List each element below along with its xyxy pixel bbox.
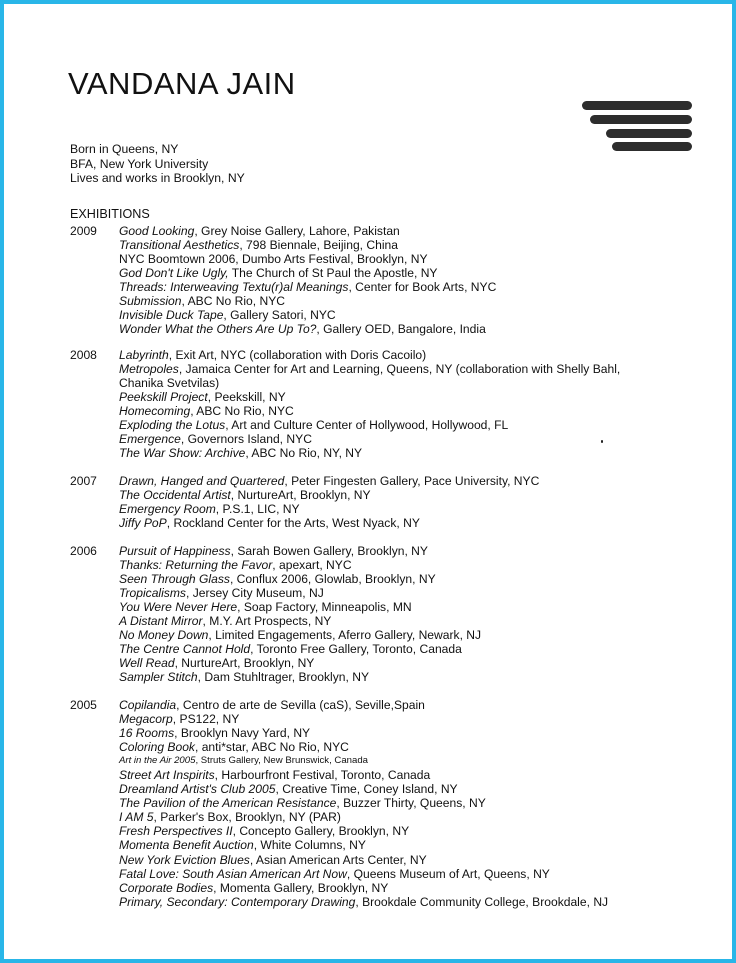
exhibition-title: Tropicalisms [119,586,186,601]
exhibition-venue: , White Columns, NY [253,838,366,853]
exhibition-title: Good Looking [119,224,195,238]
stacked-bars-logo-icon [579,100,694,154]
exhibition-venue: , Momenta Gallery, Brooklyn, NY [213,880,389,895]
exhibition-venue: , Art and Culture Center of Hollywood, Hollywood, FL [225,418,509,433]
artist-name: VANDANA JAIN [68,66,296,101]
exhibition-title: Copilandia [119,698,177,712]
exhibition-venue: , Grey Noise Gallery, Lahore, Pakistan [194,224,400,238]
exhibition-venue: , Centro de arte de Sevilla (caS), Seville,Spain [176,698,425,712]
exhibition-entry [119,224,679,238]
exhibition-venue: , Conflux 2006, Glowlab, Brooklyn, NY [229,572,436,587]
exhibition-venue: , Peter Fingesten Gallery, Pace University, NYC [284,474,540,488]
exhibition-entry [119,362,629,390]
exhibition-venue: , Creative Time, Coney Island, NY [275,782,458,797]
exhibition-entry [119,614,679,628]
exhibition-title: Labyrinth [119,348,169,362]
exhibition-entry [119,726,679,740]
exhibition-title: Peekskill Project [119,390,208,405]
year-label: 2008 [70,348,97,362]
exhibition-entry [119,853,679,867]
exhibition-venue: , PS122, NY [172,712,240,727]
exhibition-venue: , M.Y. Art Prospects, NY [202,614,332,629]
exhibition-title: Seen Through Glass [119,572,230,587]
exhibition-title: Art in the Air 2005 [119,755,196,767]
exhibition-entry [119,768,679,782]
exhibition-entry [119,628,679,642]
exhibition-entry [119,642,679,656]
exhibition-title: The War Show: Archive [119,446,246,461]
exhibition-entry [119,390,679,404]
exhibition-entry [119,838,679,852]
exhibition-title: Emergency Room [119,502,216,517]
exhibition-venue: NYC Boomtown 2006, Dumbo Arts Festival, Brooklyn, NY [119,252,428,267]
exhibition-entry [119,824,679,838]
exhibition-entries [119,698,679,909]
exhibition-entry [119,488,679,502]
exhibition-entry [119,712,679,726]
exhibition-entries [119,224,679,336]
bio-line: Lives and works in Brooklyn, NY [70,171,245,185]
exhibition-venue: , Sarah Bowen Gallery, Brooklyn, NY [230,544,428,558]
exhibition-venue: , ABC No Rio, NYC [190,404,294,419]
exhibition-entry [119,656,679,670]
exhibition-title: Corporate Bodies [119,880,214,895]
exhibition-venue: , P.S.1, LIC, NY [215,502,300,517]
bio-block [70,142,245,186]
exhibition-entry [119,404,679,418]
exhibition-title: Dreamland Artist's Club 2005 [119,782,276,797]
exhibition-title: Wonder What the Others Are Up To? [119,322,317,337]
exhibition-entry [119,881,679,895]
exhibition-title: God Don't Like Ugly, [119,266,229,281]
exhibition-venue: , Brooklyn Navy Yard, NY [174,726,311,741]
exhibition-entry [119,266,679,280]
exhibition-title: Threads: Interweaving Textu(r)al Meanings [119,280,349,295]
exhibition-entry [119,670,679,684]
bio-line: BFA, New York University [70,156,209,171]
exhibition-entry [119,740,679,754]
year-label: 2009 [70,224,97,238]
exhibition-venue: , Struts Gallery, New Brunswick, Canada [195,755,369,767]
exhibition-venue: , Limited Engagements, Aferro Gallery, Newark, NJ [208,628,482,643]
exhibition-entry [119,432,679,446]
exhibition-entry [119,516,679,530]
exhibition-venue: , Jersey City Museum, NJ [185,586,324,601]
exhibition-entry [119,572,679,586]
exhibition-entry [119,754,679,768]
exhibition-title: Exploding the Lotus [119,418,226,433]
exhibition-venue: , Parker's Box, Brooklyn, NY (PAR) [153,810,341,825]
exhibition-venue: , Peekskill, NY [207,390,286,405]
exhibition-entries [119,544,679,684]
exhibition-entry [119,782,679,796]
exhibition-entry [119,698,679,712]
exhibition-venue: , NurtureArt, Brooklyn, NY [230,488,371,503]
bio-line: Born in Queens, NY [70,142,179,156]
exhibition-title: Sampler Stitch [119,670,198,685]
exhibition-entry [119,294,679,308]
exhibition-title: Primary, Secondary: Contemporary Drawing [119,894,356,909]
exhibition-venue: , 798 Biennale, Beijing, China [239,238,398,253]
exhibition-entry [119,238,679,252]
exhibition-title: Megacorp [119,712,173,727]
exhibition-title: Metropoles [119,362,179,377]
exhibition-entry [119,322,679,336]
exhibition-venue: , Gallery OED, Bangalore, India [316,322,486,337]
exhibition-title: Transitional Aesthetics [119,238,240,253]
year-label: 2006 [70,544,97,558]
year-label: 2007 [70,474,97,488]
exhibition-title: The Occidental Artist [119,488,231,503]
exhibition-title: Emergence [119,432,181,447]
exhibition-entry [119,348,679,362]
exhibition-venue: , Toronto Free Gallery, Toronto, Canada [250,642,462,657]
exhibition-venue: , anti*star, ABC No Rio, NYC [194,740,349,755]
exhibition-title: A Distant Mirror [119,614,203,629]
exhibition-title: 16 Rooms [119,726,175,741]
exhibition-entry [119,558,679,572]
exhibition-entry [119,474,679,488]
exhibition-venue: , Buzzer Thirty, Queens, NY [336,796,486,811]
exhibition-title: The Pavilion of the American Resistance [119,796,337,811]
exhibition-title: No Money Down [119,628,209,643]
exhibition-title: Pursuit of Happiness [119,544,231,558]
exhibition-venue: , Harbourfront Festival, Toronto, Canada [214,768,431,783]
exhibition-title: Invisible Duck Tape [119,308,224,323]
exhibition-entry [119,502,679,516]
exhibition-venue: , Asian American Arts Center, NY [249,852,427,867]
exhibition-title: Drawn, Hanged and Quartered [119,474,285,488]
exhibition-title: Jiffy PoP [119,516,167,531]
exhibition-venue: , Center for Book Arts, NYC [348,280,497,295]
exhibition-entry [119,796,679,810]
speck-mark [601,440,603,443]
exhibition-venue: , Governors Island, NYC [180,432,312,447]
exhibition-title: Fatal Love: South Asian American Art Now [119,866,347,881]
exhibition-title: Coloring Book [119,740,195,755]
exhibition-entry [119,446,679,460]
exhibition-title: New York Eviction Blues [119,852,250,867]
exhibition-entry [119,418,679,432]
exhibitions-heading: EXHIBITIONS [70,207,150,221]
exhibition-venue: , Gallery Satori, NYC [223,308,336,323]
exhibition-title: Submission [119,294,182,309]
exhibition-entry [119,308,679,322]
exhibition-title: I AM 5 [119,810,154,825]
exhibition-venue: , NurtureArt, Brooklyn, NY [174,656,315,671]
exhibition-title: You Were Never Here [119,600,238,615]
exhibition-entry [119,895,679,909]
exhibition-title: Fresh Perspectives II [119,824,233,839]
exhibition-entry [119,586,679,600]
exhibition-venue: , Rockland Center for the Arts, West Nyack, NY [166,516,420,531]
exhibition-venue: , Soap Factory, Minneapolis, MN [237,600,412,615]
exhibition-venue: , Queens Museum of Art, Queens, NY [346,866,550,881]
exhibition-entries [119,474,679,530]
exhibition-title: Homecoming [119,404,191,419]
exhibition-entry [119,810,679,824]
exhibition-entry [119,867,679,881]
exhibition-venue: , ABC No Rio, NYC [181,294,286,309]
exhibition-venue: , Dam Stuhltrager, Brooklyn, NY [197,670,370,685]
exhibition-venue: , Exit Art, NYC (collaboration with Doris Cacoilo) [168,348,427,362]
exhibition-title: Momenta Benefit Auction [119,838,254,853]
exhibition-entry [119,280,679,294]
exhibition-entry [119,544,679,558]
exhibition-title: Well Read [119,656,175,671]
exhibition-venue: , Brookdale Community College, Brookdale, NJ [355,894,609,909]
exhibition-venue: , Jamaica Center for Art and Learning, Queens, NY (collaboration with Shelly Bahl, Chanika Svetvilas) [119,362,621,391]
year-label: 2005 [70,698,97,712]
exhibition-venue: , apexart, NYC [272,558,352,573]
exhibition-entry [119,600,679,614]
exhibition-entry [119,252,679,266]
exhibition-venue: , Concepto Gallery, Brooklyn, NY [232,824,410,839]
exhibition-entries [119,348,679,460]
exhibition-title: Thanks: Returning the Favor [119,558,273,573]
exhibition-venue: The Church of St Paul the Apostle, NY [228,266,438,281]
exhibition-venue: , ABC No Rio, NY, NY [245,446,363,461]
exhibition-title: Street Art Inspirits [119,768,215,783]
exhibition-title: The Centre Cannot Hold [119,642,251,657]
